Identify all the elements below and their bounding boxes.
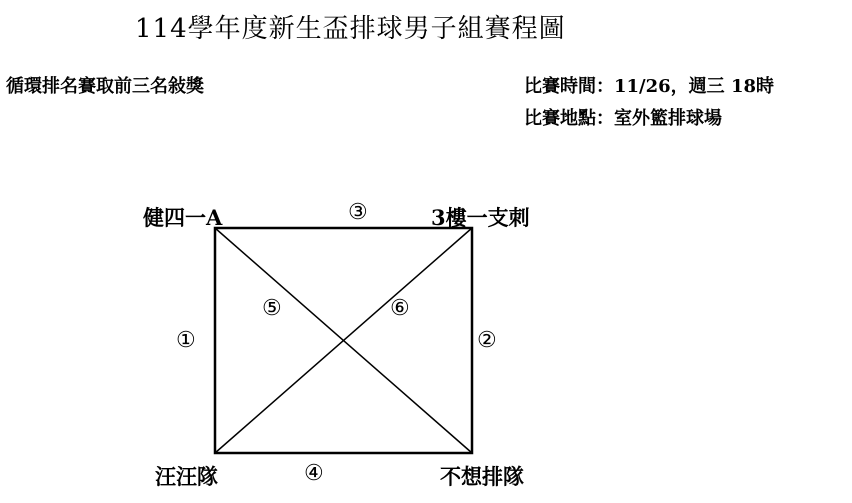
match-number-2: ②	[477, 328, 497, 353]
match-number-6: ⑥	[390, 296, 410, 321]
match-number-3: ③	[348, 200, 368, 225]
page-title: 114學年度新生盃排球男子組賽程圖	[135, 14, 566, 44]
match-number-5: ⑤	[262, 296, 282, 321]
team-top-right: 3樓一支刺	[431, 205, 530, 230]
team-bottom-right: 不想排隊	[440, 464, 524, 489]
award-rule-text: 循環排名賽取前三名敍獎	[6, 76, 204, 97]
match-time-text: 比賽時間：11/26，週三 18時	[524, 76, 774, 97]
team-top-left: 健四一A	[143, 205, 223, 230]
team-bottom-left: 汪汪隊	[155, 464, 218, 489]
match-number-4: ④	[304, 461, 324, 486]
match-venue-text: 比賽地點：室外籃排球場	[524, 108, 722, 129]
match-number-1: ①	[176, 328, 196, 353]
